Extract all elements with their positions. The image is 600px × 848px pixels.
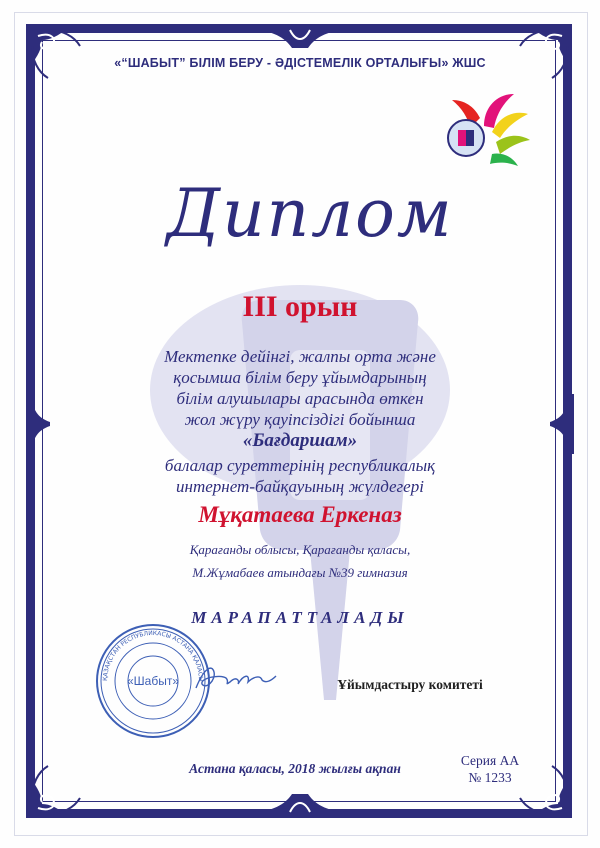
series-line: Серия АА — [460, 753, 520, 768]
number-line: № 1233 — [468, 770, 512, 785]
organization-name: «“ШАБЫТ” БІЛІМ БЕРУ - ӘДІСТЕМЕЛІК ОРТАЛЫҒЫ» ЖШС — [114, 56, 486, 70]
shabyt-logo-icon — [440, 88, 530, 178]
diploma-title: Диплом — [166, 175, 454, 252]
stamp-center-text: «Шабыт» — [126, 674, 180, 688]
place-label: III орын — [242, 290, 358, 323]
recipient-name: Мұқатаева Еркеназ — [198, 502, 402, 527]
description-line: білім алушылары арасында өткен — [176, 389, 424, 408]
description-line: қосымша білім беру ұйымдарының — [173, 368, 427, 387]
description-text-2 — [100, 455, 500, 497]
signature-icon — [190, 660, 280, 696]
top-ornament-icon — [250, 22, 350, 52]
bottom-ornament-icon — [250, 790, 350, 820]
series-number — [445, 752, 535, 786]
description-line: балалар суреттерінің республикалық — [164, 456, 436, 475]
school-line: Қарағанды облысы, Қарағанды қаласы, — [189, 542, 411, 557]
committee-label: Ұйымдастыру комитеті — [337, 677, 483, 692]
description-line: Мектепке дейінгі, жалпы орта және — [164, 347, 436, 366]
school-info — [100, 538, 500, 584]
description-line: интернет-байқауының жүлдегері — [176, 477, 424, 496]
corner-ornament-icon — [28, 754, 92, 818]
event-name: «Бағдаршам» — [242, 430, 358, 451]
side-ornament-icon — [24, 394, 54, 454]
stamp-ring-text: ҚАЗАҚСТАН РЕСПУБЛИКАСЫ АСТАНА ҚАЛАСЫ — [101, 629, 205, 682]
side-ornament-icon — [546, 394, 576, 454]
school-line: М.Жұмабаев атындағы №39 гимназия — [192, 565, 408, 580]
description-text — [100, 346, 500, 430]
awarded-label: МАРАПАТТАЛАДЫ — [191, 608, 409, 627]
place-date: Астана қаласы, 2018 жылғы ақпан — [189, 761, 401, 776]
description-line: жол жүру қауіпсіздігі бойынша — [184, 410, 416, 429]
